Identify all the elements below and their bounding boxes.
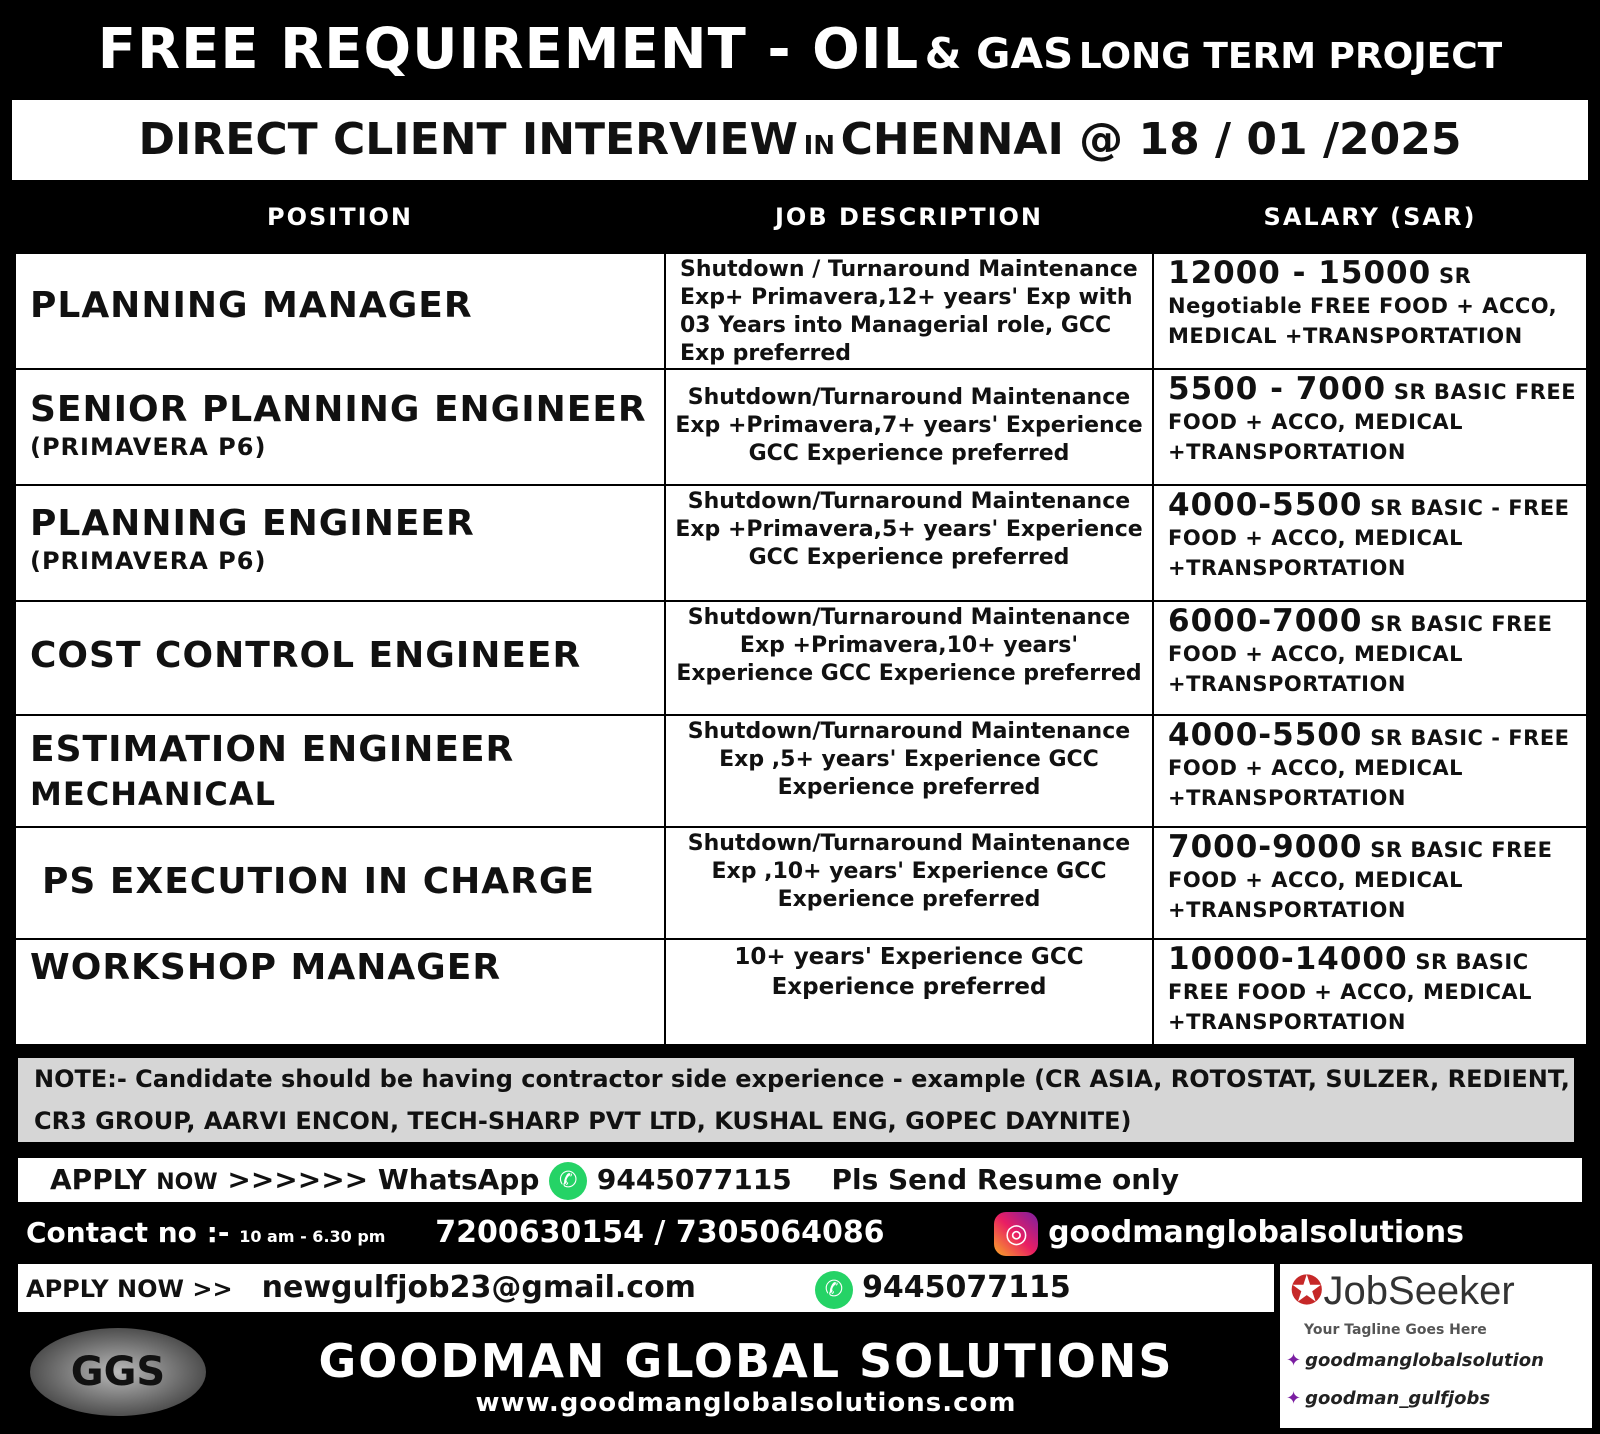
table-row	[15, 939, 1587, 1045]
contact-hours: 10 am - 6.30 pm	[239, 1227, 386, 1246]
position-title: PLANNING MANAGER	[30, 285, 473, 326]
interview-banner	[12, 100, 1588, 180]
title-amp: & GAS	[924, 29, 1074, 78]
social-icon: ✦	[1286, 1388, 1302, 1409]
social-icon: ✦	[1286, 1350, 1302, 1371]
interview-location-date: CHENNAI @ 18 / 01 /2025	[840, 114, 1462, 165]
social-handle-2[interactable]: ✦ goodman_gulfjobs	[1286, 1388, 1491, 1409]
column-header-description: JOB DESCRIPTION	[665, 182, 1153, 253]
whatsapp-icon: ✆	[549, 1162, 587, 1200]
apply-now: NOW	[156, 1170, 218, 1195]
social-handle-1[interactable]: ✦ goodmanglobalsolution	[1286, 1350, 1544, 1371]
contact-bar	[18, 1206, 1582, 1260]
salary-details: SR BASIC FREE FOOD + ACCO, MEDICAL +TRANSPORTATION	[1168, 612, 1553, 696]
position-cell	[15, 253, 665, 369]
salary-cell	[1153, 827, 1587, 939]
resume-instruction: Pls Send Resume only	[831, 1163, 1179, 1196]
salary-amount: 6000-7000	[1168, 603, 1363, 639]
table-row	[15, 601, 1587, 715]
interview-in: IN	[803, 131, 836, 161]
jobseeker-logo-icon: ✪	[1290, 1269, 1324, 1313]
jobseeker-brand: ✪JobSeeker	[1290, 1269, 1515, 1313]
salary-amount: 10000-14000	[1168, 941, 1408, 977]
whatsapp-icon: ✆	[815, 1271, 853, 1309]
table-header-row	[15, 182, 1587, 253]
instagram-handle[interactable]: goodmanglobalsolutions	[1048, 1215, 1465, 1250]
title-main: FREE REQUIREMENT - OIL	[97, 17, 920, 82]
apply-now-label: APPLY NOW >>	[26, 1275, 233, 1303]
salary-details: SR BASIC - FREE FOOD + ACCO, MEDICAL +TRANSPORTATION	[1168, 496, 1570, 580]
company-name: GOODMAN GLOBAL SOLUTIONS	[318, 1334, 1174, 1388]
salary-cell	[1153, 369, 1587, 485]
instagram-icon: ◎	[994, 1212, 1038, 1256]
jobseeker-tagline: Your Tagline Goes Here	[1304, 1322, 1487, 1338]
title-tail: LONG TERM PROJECT	[1078, 36, 1503, 77]
salary-amount: 4000-5500	[1168, 487, 1363, 523]
position-cell	[15, 939, 665, 1045]
apply-whatsapp-bar	[18, 1158, 1582, 1202]
position-title: SENIOR PLANNING ENGINEER	[30, 389, 647, 430]
column-header-position: POSITION	[15, 182, 665, 253]
whatsapp-number[interactable]: 9445077115	[596, 1163, 792, 1196]
apply-arrows: >>>>>> WhatsApp	[227, 1163, 540, 1196]
position-title: COST CONTROL ENGINEER	[30, 635, 582, 676]
description-cell: Shutdown/Turnaround Maintenance Exp +Primavera,5+ years' Experience GCC Experience preferred	[665, 485, 1153, 601]
company-website[interactable]: www.goodmanglobalsolutions.com	[475, 1388, 1017, 1418]
whatsapp-number[interactable]: 9445077115	[862, 1270, 1071, 1305]
apply-label: APPLY	[50, 1163, 147, 1196]
salary-amount: 7000-9000	[1168, 829, 1363, 865]
description-cell: Shutdown/Turnaround Maintenance Exp +Primavera,10+ years' Experience GCC Experience preferred	[665, 601, 1153, 715]
position-title: PLANNING ENGINEER	[30, 503, 475, 544]
salary-details: SR BASIC - FREE FOOD + ACCO, MEDICAL +TRANSPORTATION	[1168, 726, 1570, 810]
position-title: PS EXECUTION IN CHARGE	[42, 861, 595, 902]
column-header-salary: SALARY (SAR)	[1153, 182, 1587, 253]
salary-cell	[1153, 715, 1587, 827]
poster-title	[0, 0, 1600, 100]
position-cell	[15, 827, 665, 939]
salary-details: SR BASIC FREE FOOD + ACCO, MEDICAL +TRANSPORTATION	[1168, 838, 1553, 922]
salary-amount: 12000 - 15000	[1168, 255, 1432, 291]
jobs-table	[14, 182, 1588, 1046]
contact-numbers[interactable]: 7200630154 / 7305064086	[435, 1215, 885, 1250]
position-subtitle: (PRIMAVERA P6)	[30, 433, 267, 461]
salary-cell	[1153, 253, 1587, 369]
email-address[interactable]: newgulfjob23@gmail.com	[261, 1270, 696, 1305]
apply-email-bar	[18, 1264, 1274, 1312]
description-cell: Shutdown/Turnaround Maintenance Exp ,10+ years' Experience GCC Experience preferred	[665, 827, 1153, 939]
position-cell	[15, 369, 665, 485]
table-row	[15, 253, 1587, 369]
table-row	[15, 369, 1587, 485]
jobseeker-badge	[1280, 1264, 1592, 1428]
position-cell	[15, 715, 665, 827]
position-subtitle: MECHANICAL	[30, 775, 277, 813]
position-cell	[15, 485, 665, 601]
contact-label: Contact no :-	[26, 1216, 230, 1249]
interview-text: DIRECT CLIENT INTERVIEW	[138, 114, 799, 165]
description-cell: Shutdown/Turnaround Maintenance Exp +Primavera,7+ years' Experience GCC Experience preferred	[665, 369, 1153, 485]
position-title: WORKSHOP MANAGER	[30, 947, 502, 988]
company-banner	[18, 1316, 1274, 1428]
ggs-logo: GGS	[30, 1328, 206, 1416]
salary-details: SR Negotiable FREE FOOD + ACCO, MEDICAL +TRANSPORTATION	[1168, 264, 1558, 348]
salary-cell	[1153, 485, 1587, 601]
salary-details: SR BASIC FREE FOOD + ACCO, MEDICAL +TRANSPORTATION	[1168, 950, 1533, 1034]
position-subtitle: (PRIMAVERA P6)	[30, 547, 267, 575]
salary-cell	[1153, 601, 1587, 715]
table-row	[15, 827, 1587, 939]
table-row	[15, 485, 1587, 601]
salary-amount: 4000-5500	[1168, 717, 1363, 753]
description-cell: Shutdown / Turnaround Maintenance Exp+ Primavera,12+ years' Exp with 03 Years into Managerial role, GCC Exp preferred	[665, 253, 1153, 369]
position-cell	[15, 601, 665, 715]
table-row	[15, 715, 1587, 827]
salary-cell	[1153, 939, 1587, 1045]
position-title: ESTIMATION ENGINEER	[30, 729, 515, 770]
salary-details: SR BASIC FREE FOOD + ACCO, MEDICAL +TRANSPORTATION	[1168, 380, 1577, 464]
salary-amount: 5500 - 7000	[1168, 371, 1387, 407]
note-box: NOTE:- Candidate should be having contractor side experience - example (CR ASIA, ROTOSTAT, SULZER, REDIENT, CR3 GROUP, AARVI ENCON, TECH-SHARP PVT LTD, KUSHAL ENG, GOPEC DAYNITE)	[18, 1058, 1574, 1142]
description-cell: 10+ years' Experience GCC Experience preferred	[665, 939, 1153, 1045]
description-cell: Shutdown/Turnaround Maintenance Exp ,5+ years' Experience GCC Experience preferred	[665, 715, 1153, 827]
